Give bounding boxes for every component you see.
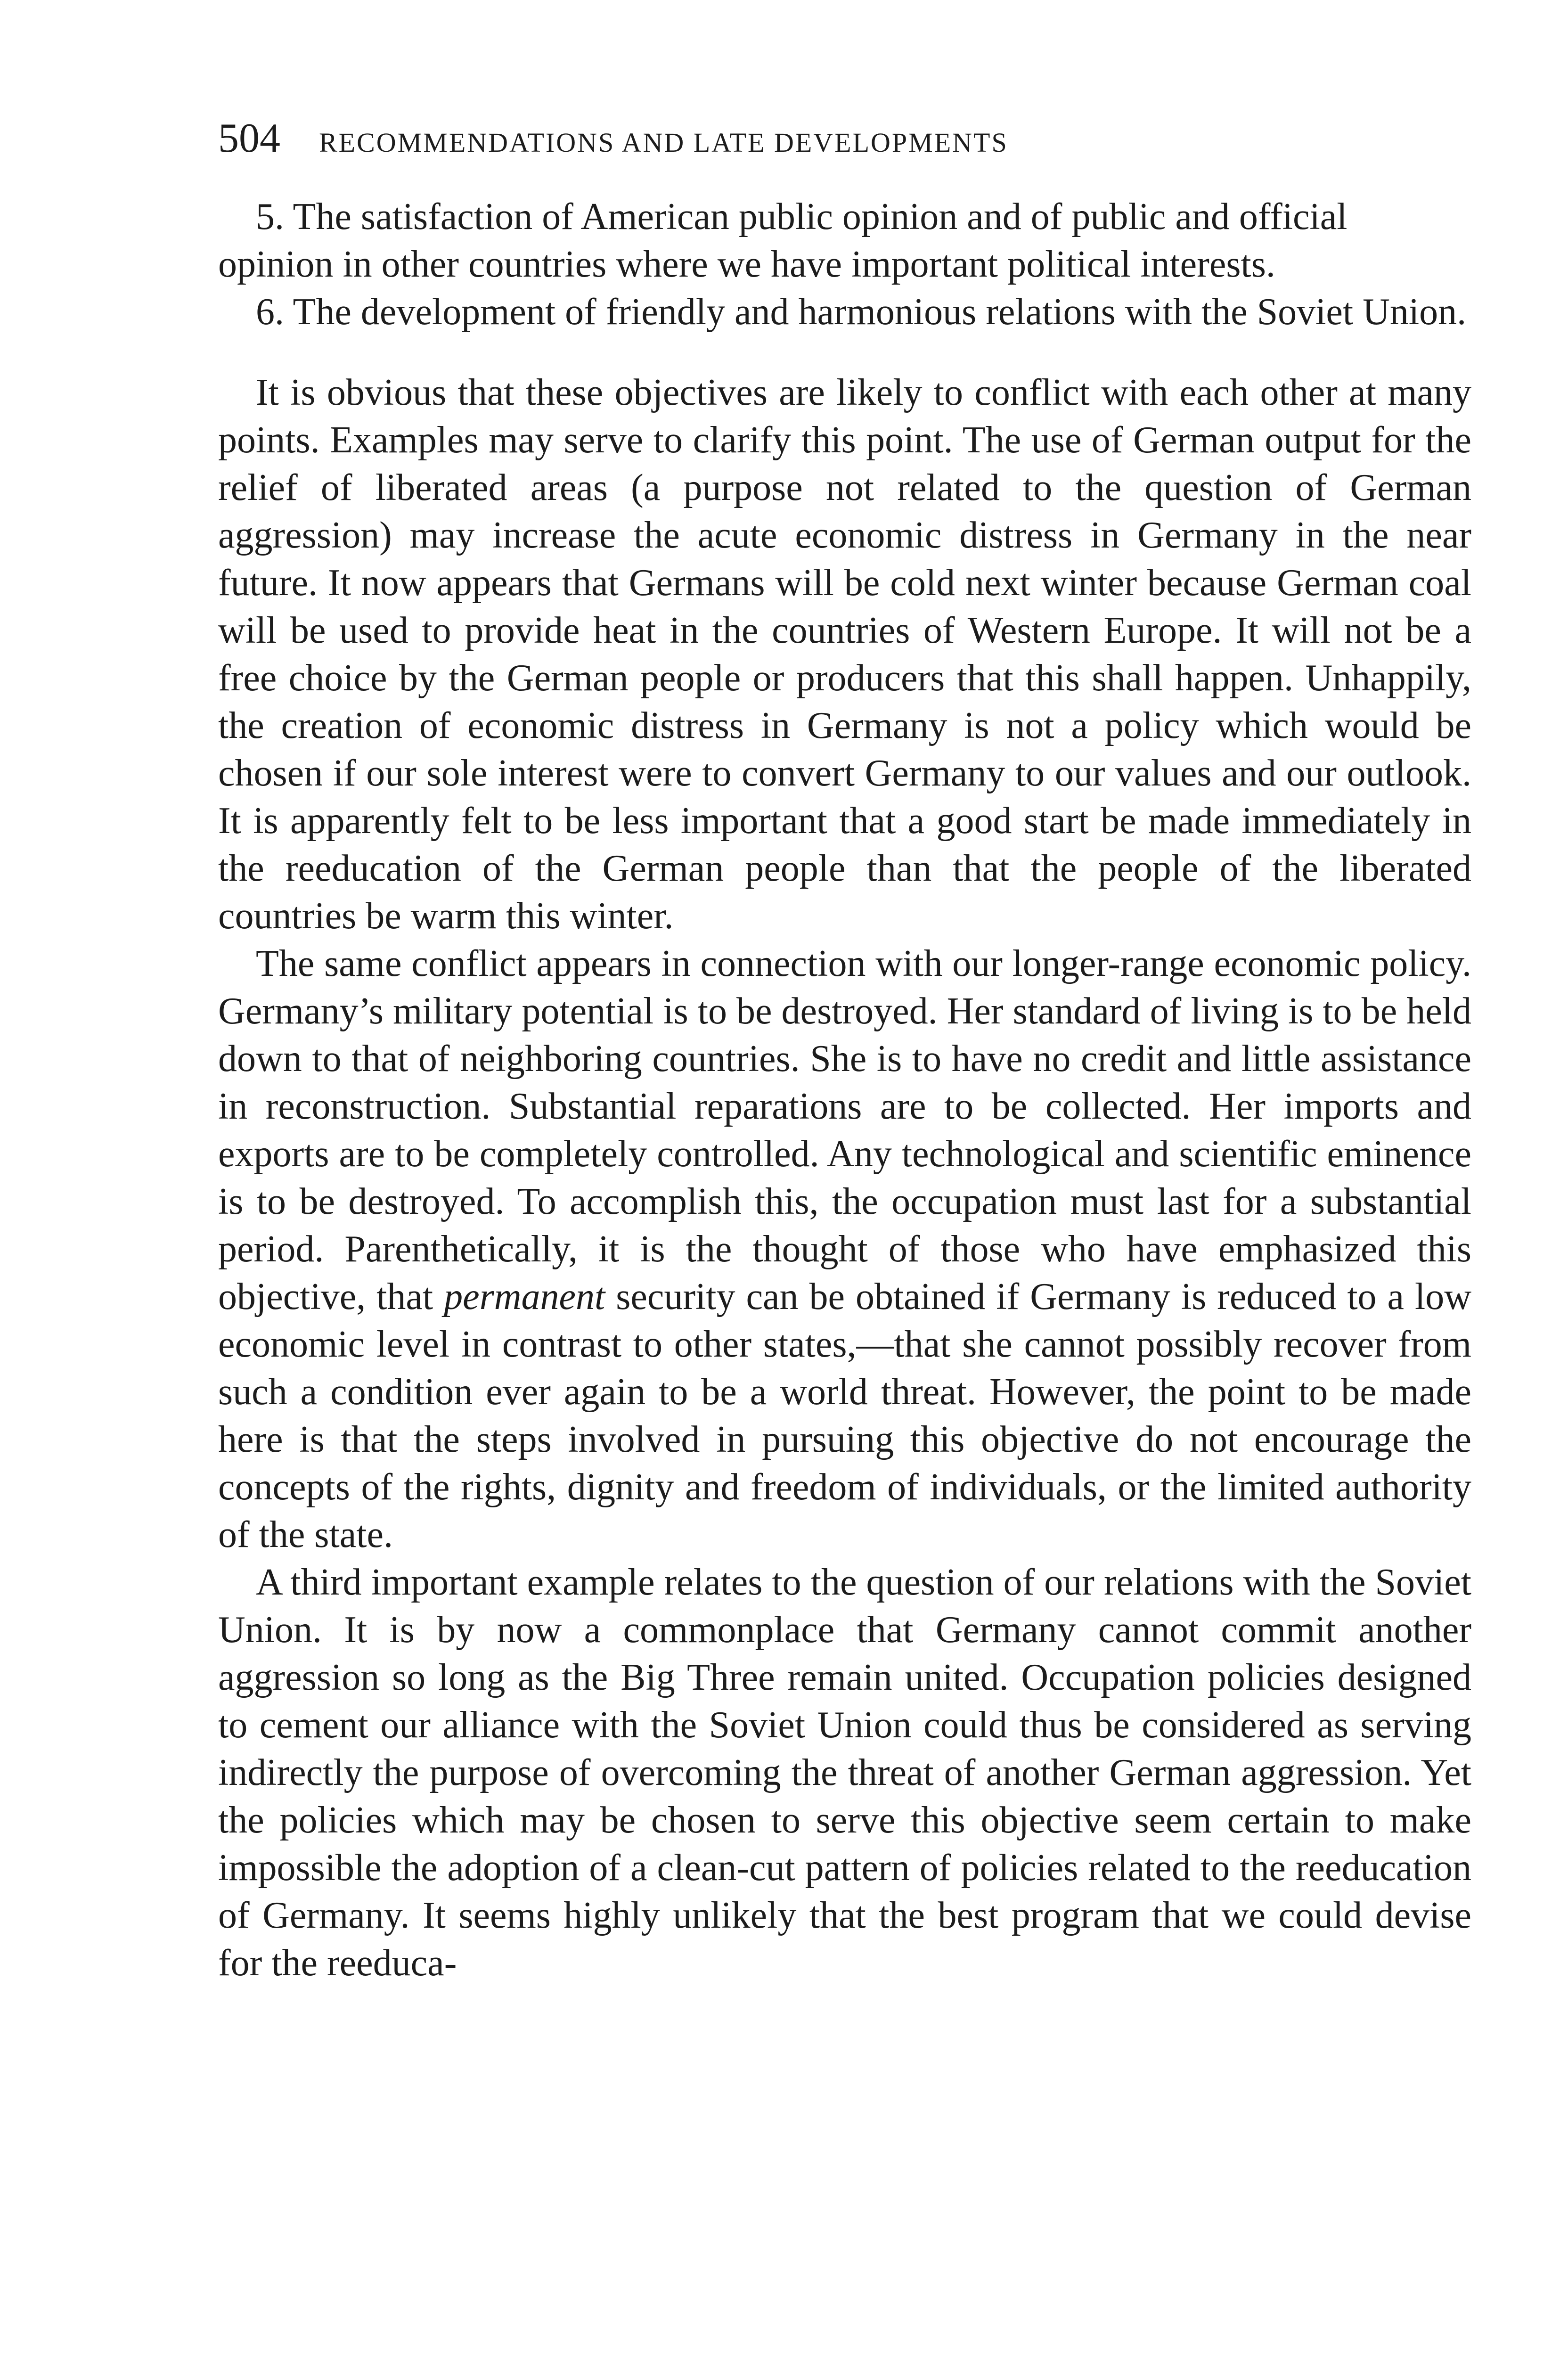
paragraph-economic-policy [218, 940, 1471, 1559]
paragraph-objectives-conflict: It is obvious that these objectives are likely to conflict with each other at many points. Examples may serve to clarify this point. The use of German output for the relief of liberated areas (a purpose not related to the question of German aggression) may increase the acute economic distress in Germany in the near future. It now appears that Germans will be cold next winter because German coal will be used to provide heat in the countries of Western Europe. It will not be a free choice by the German people or producers that this shall happen. Unhappily, the creation of economic distress in Germany is not a policy which would be chosen if our sole interest were to convert Germany to our values and our outlook. It is apparently felt to be less important that a good start be made immediately in the reeducation of the German people than that the people of the liberated countries be warm this winter. [218, 372, 1471, 937]
paragraph-text: The same conflict appears in connection with our longer-range economic policy. Germany’s military potential is to be destroyed. Her standard of living is to be held down to that of neighboring countries. She is to have no credit and little assistance in reconstruction. Substantial reparations are to be collected. Her imports and exports are to be completely controlled. Any technological and scientific eminence is to be destroyed. To accomplish this, the occupation must last for a substantial period. Parenthetically, it is the thought of those who have emphasized this objective, that [218, 943, 1471, 1317]
page-header [218, 115, 1471, 193]
running-head: RECOMMENDATIONS AND LATE DEVELOPMENTS [319, 127, 1008, 158]
list-item: 6. The development of friendly and harmonious relations with the Soviet Union. [256, 291, 1467, 333]
paragraph-text: security can be obtained if Germany is reduced to a low economic level in contrast to other states,—that she cannot possibly recover from such a condition ever again to be a world threat. However, the point to be made here is that the steps involved in pursuing this objective do not encourage the concepts of the rights, dignity and freedom of individuals, or the limited authority of the state. [218, 1276, 1472, 1555]
section-gap [218, 336, 1471, 369]
paragraph-soviet-relations: A third important example relates to the question of our relations with the Soviet Union. It is by now a commonplace that Germany cannot commit another aggression so long as the Big Three remain united. Occupation policies designed to cement our alliance with the Soviet Union could thus be considered as serving indirectly the purpose of overcoming the threat of another German aggression. Yet the policies which may be chosen to serve this objective seem certain to make impossible the adoption of a clean-cut pattern of policies related to the reeducation of Germany. It seems highly unlikely that the best program that we could devise for the reeduca- [218, 1562, 1471, 1984]
body-text [218, 193, 1471, 1987]
book-page [218, 115, 1472, 1987]
page-number: 504 [218, 115, 280, 161]
italic-emphasis: permanent [444, 1276, 605, 1317]
list-item: 5. The satisfaction of American public opinion and of public and official opinion in other countries where we have important political interests. [218, 196, 1348, 285]
